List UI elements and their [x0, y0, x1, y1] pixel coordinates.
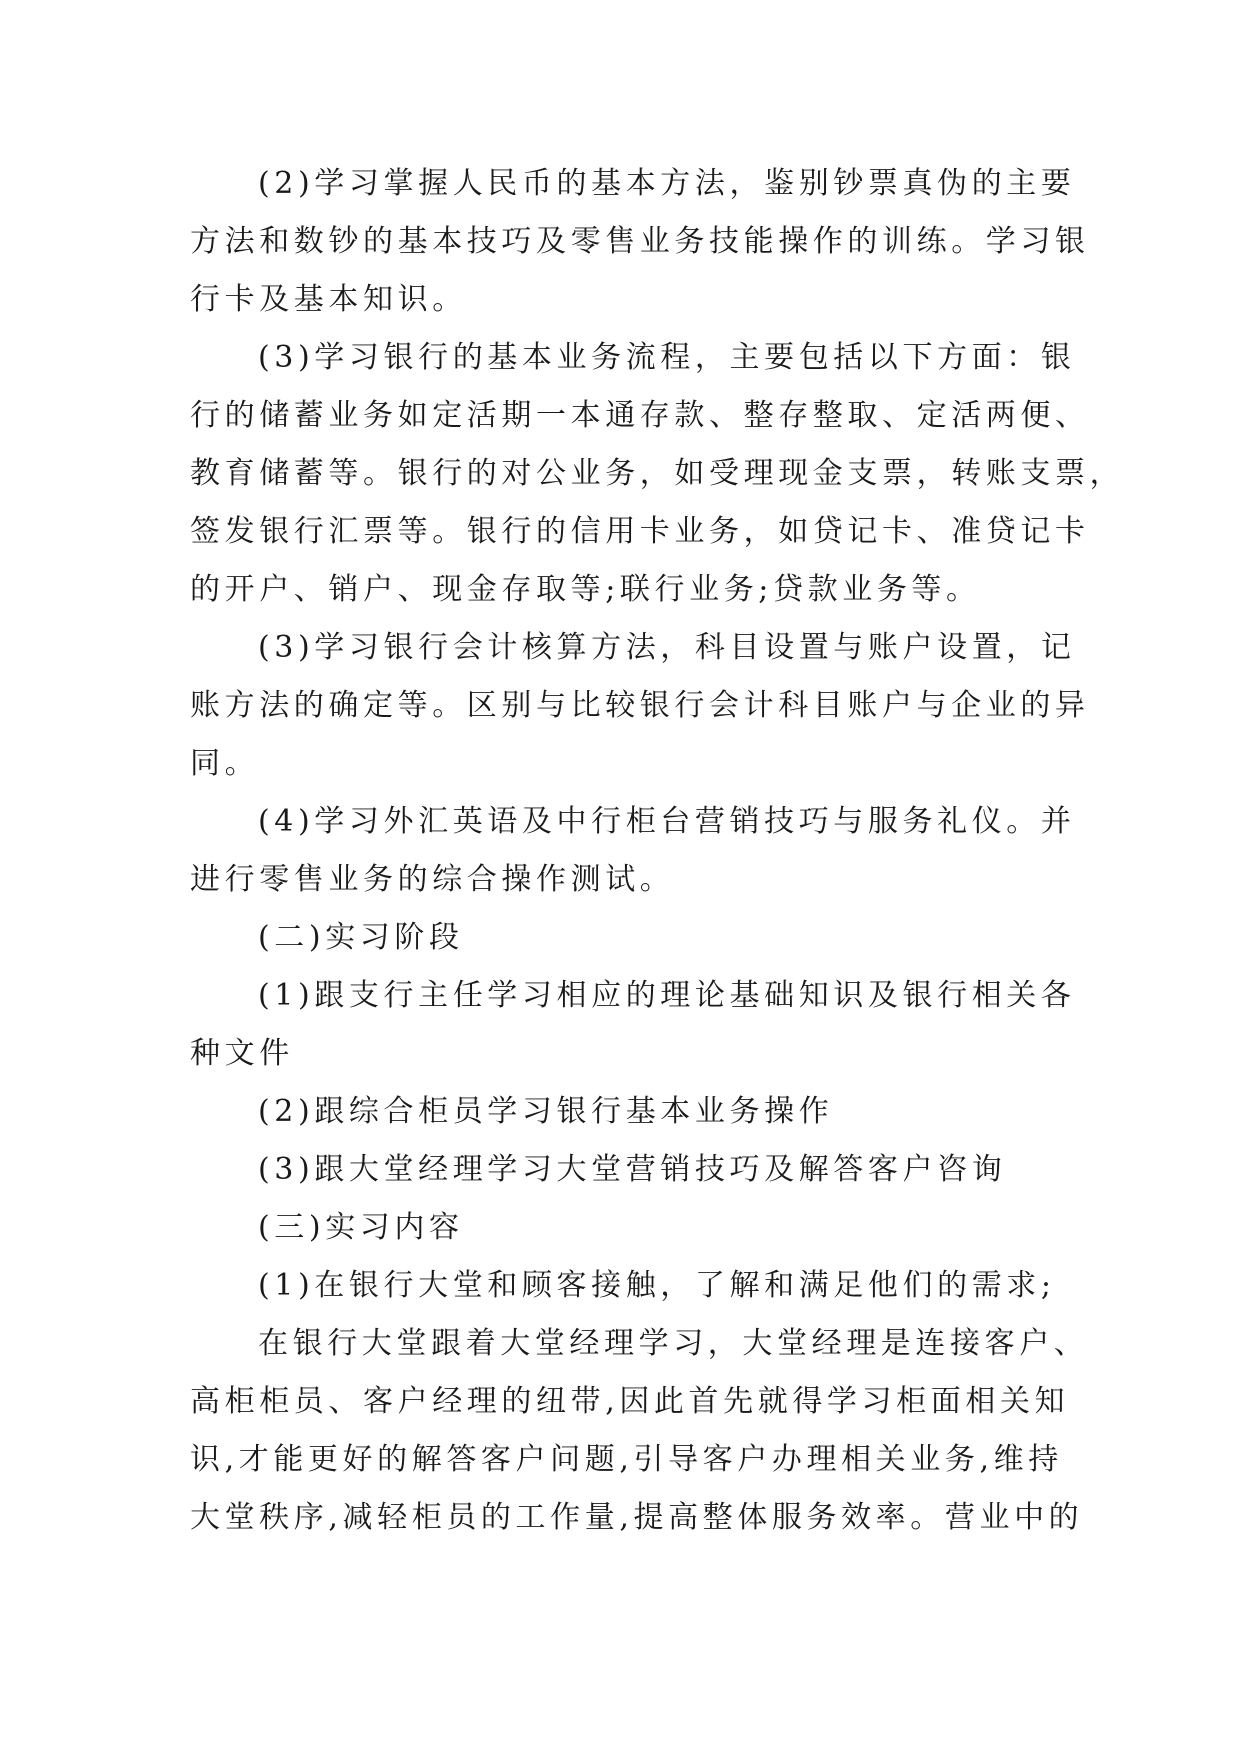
document-page [190, 155, 1125, 1547]
text-line: 行的储蓄业务如定活期一本通存款、整存整取、定活两便、 [190, 398, 1090, 433]
paragraph [190, 155, 1090, 329]
text-line: (3)学习银行的基本业务流程，主要包括以下方面：银 [258, 340, 1076, 375]
text-line: 账方法的确定等。区别与比较银行会计科目账户与企业的异 [190, 688, 1090, 723]
text-line: (3)学习银行会计核算方法，科目设置与账户设置，记 [258, 630, 1076, 665]
text-line: 行卡及基本知识。 [190, 282, 467, 317]
paragraph [190, 619, 1090, 793]
text-line: 高柜柜员、客户经理的纽带,因此首先就得学习柜面相关知 [190, 1384, 1070, 1419]
section-heading [190, 909, 1050, 967]
text-line: (4)学习外汇英语及中行柜台营销技巧与服务礼仪。并 [258, 804, 1076, 839]
paragraph [190, 1141, 1050, 1199]
text-line: 识,才能更好的解答客户问题,引导客户办理相关业务,维持 [190, 1442, 1063, 1477]
paragraph [190, 793, 1076, 909]
text-line: 大堂秩序,减轻柜员的工作量,提高整体服务效率。营业中的 [190, 1500, 1084, 1535]
text-line: (二)实习阶段 [258, 920, 464, 955]
paragraph [190, 967, 1076, 1083]
text-line: 同。 [190, 746, 260, 781]
text-line: (3)跟大堂经理学习大堂营销技巧及解答客户咨询 [258, 1152, 1007, 1187]
text-line: 方法和数钞的基本技巧及零售业务技能操作的训练。学习银 [190, 224, 1090, 259]
text-line: (2)学习掌握人民币的基本方法，鉴别钞票真伪的主要 [258, 166, 1076, 201]
text-line: (2)跟综合柜员学习银行基本业务操作 [258, 1094, 834, 1129]
paragraph [190, 329, 1125, 619]
text-line: (1)在银行大堂和顾客接触，了解和满足他们的需求; [258, 1268, 1056, 1303]
text-line: 签发银行汇票等。银行的信用卡业务，如贷记卡、准贷记卡 [190, 514, 1090, 549]
section-heading [190, 1199, 1050, 1257]
text-line: 在银行大堂跟着大堂经理学习，大堂经理是连接客户、 [258, 1326, 1089, 1361]
paragraph [190, 1083, 1050, 1141]
text-line: (1)跟支行主任学习相应的理论基础知识及银行相关各 [258, 978, 1076, 1013]
text-line: (三)实习内容 [258, 1210, 464, 1245]
paragraph [190, 1315, 1089, 1547]
text-line: 的开户、销户、现金存取等;联行业务;贷款业务等。 [190, 572, 981, 607]
text-line: 教育储蓄等。银行的对公业务，如受理现金支票，转账支票， [190, 456, 1125, 491]
text-line: 种文件 [190, 1036, 294, 1071]
paragraph [190, 1257, 1056, 1315]
text-line: 进行零售业务的综合操作测试。 [190, 862, 675, 897]
